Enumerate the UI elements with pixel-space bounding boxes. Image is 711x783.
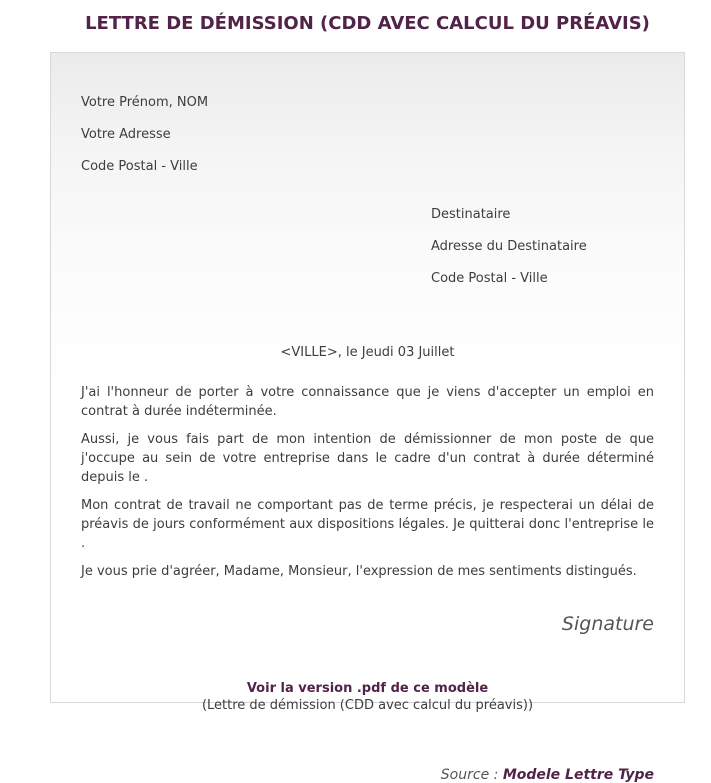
source-label: Source :: [440, 767, 499, 783]
sender-address-block: [81, 79, 654, 191]
recipient-address-block: [431, 191, 654, 303]
pdf-version-subtitle: (Lettre de démission (CDD avec calcul du préavis)): [201, 698, 534, 713]
letter-date-line: <VILLE>, le Jeudi 03 Juillet: [280, 345, 455, 360]
letter-body: [50, 52, 685, 783]
recipient-street-line: Adresse du Destinataire: [431, 239, 587, 254]
letter-paragraph-1: J'ai l'honneur de porter à votre connaissance que je viens d'accepter un emploi en contrat à durée indéterminée.: [81, 385, 654, 419]
recipient-name-line: Destinataire: [431, 207, 511, 222]
sender-street-line: Votre Adresse: [81, 127, 171, 142]
source-line: [81, 767, 654, 783]
letter-paragraph-4: Je vous prie d'agréer, Madame, Monsieur, l'expression de mes sentiments distingués.: [81, 564, 637, 579]
page-wrapper: [50, 0, 685, 783]
sender-name-line: Votre Prénom, NOM: [81, 95, 209, 110]
recipient-city-line: Code Postal - Ville: [431, 271, 548, 286]
source-link[interactable]: Modele Lettre Type: [502, 767, 654, 783]
signature-placeholder: Signature: [561, 613, 654, 635]
pdf-version-block: [81, 680, 654, 714]
letter-paragraph-3: Mon contrat de travail ne comportant pas de terme précis, je respecterai un délai de préavis de jours conformément aux dispositions légales. Je quitterai donc l'entreprise le .: [81, 498, 654, 551]
sender-city-line: Code Postal - Ville: [81, 159, 198, 174]
letter-paragraph-2: Aussi, je vous fais part de mon intention de démissionner de mon poste de que j'occupe au sein de votre entreprise dans le cadre d'un contrat à durée déterminé depuis le .: [81, 432, 654, 485]
page-title: LETTRE DE DÉMISSION (CDD AVEC CALCUL DU PRÉAVIS): [85, 13, 650, 34]
pdf-version-link[interactable]: Voir la version .pdf de ce modèle: [246, 681, 489, 696]
